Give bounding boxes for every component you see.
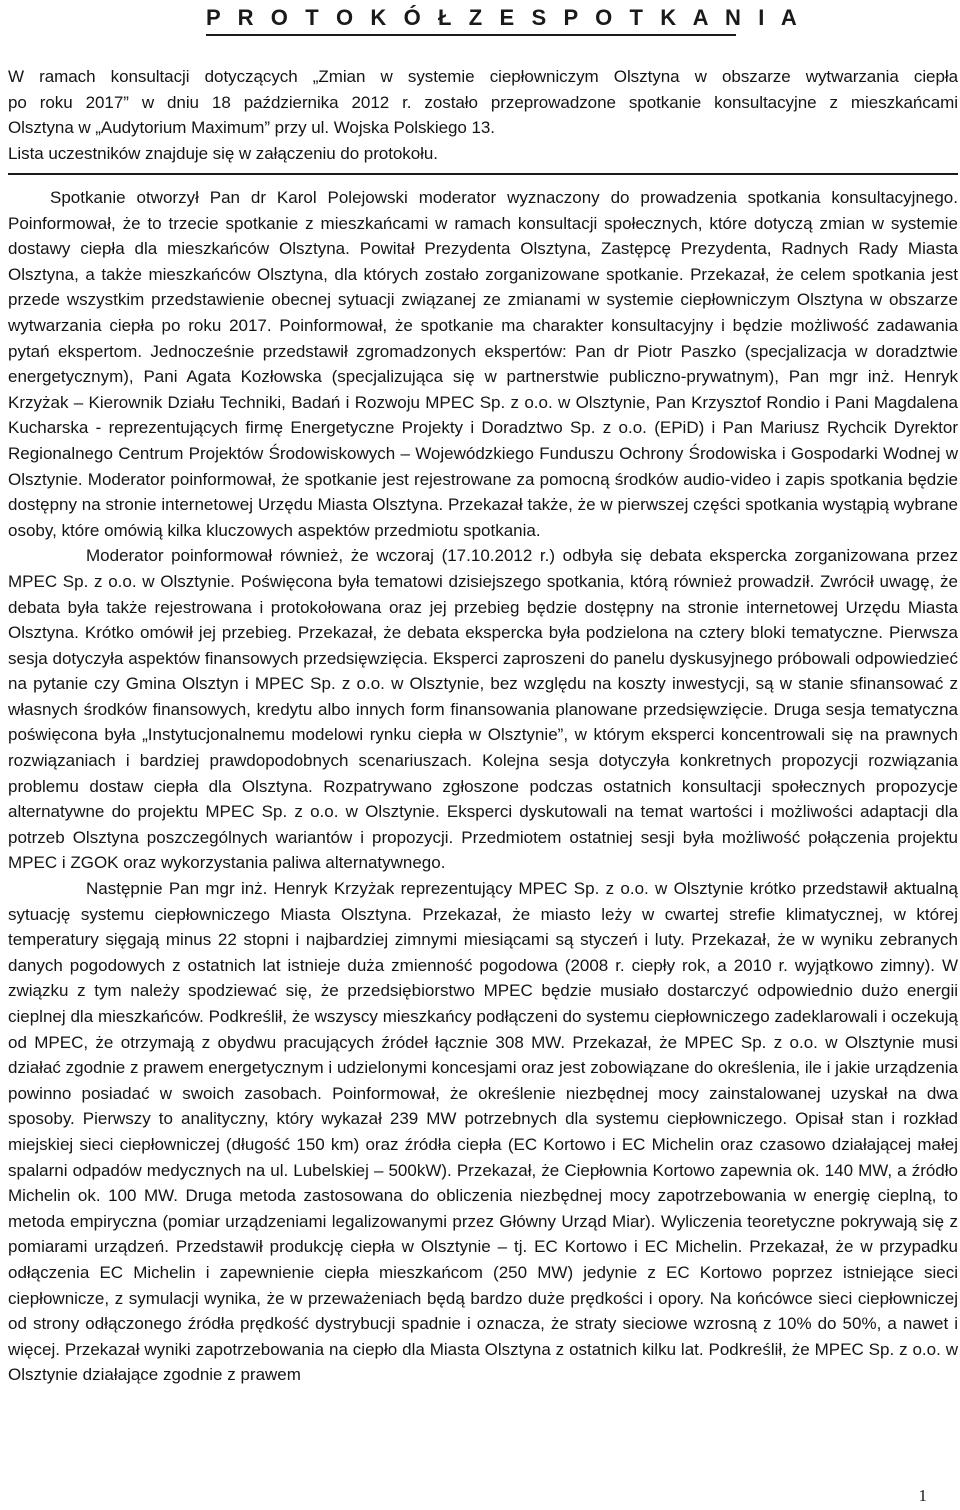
title-underline (206, 34, 736, 36)
intro-line: Olsztyna w „Audytorium Maximum” przy ul. Wojska Polskiego 13. (8, 118, 495, 137)
intro-line: W ramach konsultacji dotyczących „Zmian w systemie ciepłowniczym Olsztyna w obszarze wytwarzania ciepła (8, 67, 958, 86)
section-divider (8, 173, 958, 175)
page-number: 1 (918, 1486, 927, 1505)
document-page (8, 0, 958, 1388)
intro-line: po roku 2017” w dniu 18 października 2012 r. zostało przeprowadzone spotkanie konsultacyjne z mieszkańcami (8, 92, 958, 112)
body-paragraph: Moderator poinformował również, że wczoraj (17.10.2012 r.) odbyła się debata ekspercka zorganizowana przez MPEC Sp. z o.o. w Olsztynie. Poświęcona była tematowi dzisiejszego spotkania, którą również prowadził. Zwrócił uwagę, że debata była także rejestrowana i protokołowana oraz jej przebieg będzie dostępny na stronie internetowej Urzędu Miasta Olsztyna. Krótko omówił jej przebieg. Przekazał, że debata ekspercka była podzielona na cztery bloki tematyczne. Pierwsza sesja dotyczyła aspektów finansowych przedsięwzięcia. Eksperci zaproszeni do panelu dyskusyjnego próbowali odpowiedzieć na pytanie czy Gmina Olsztyn i MPEC Sp. z o.o. w Olsztynie, bez względu na koszty inwestycji, są w stanie sfinansować z własnych środków finansowych, kredytu albo innych form finansowania planowane przedsięwzięcie. Druga sesja tematyczna poświęcona była „Instytucjonalnemu modelowi rynku ciepła w Olsztynie”, w którym eksperci koncentrowali się na prawnych rozwiązaniach i bardziej prawdopodobnych scenariuszach. Kolejna sesja dotyczyła konkretnych propozycji rozwiązania problemu dostaw ciepła dla Olsztyna. Rozpatrywano zgłoszone podczas ostatnich konsultacji społecznych propozycje alternatywne do projektu MPEC Sp. z o.o. w Olsztynie. Eksperci dyskutowali na temat wartości i możliwości adaptacji dla potrzeb Olsztyna poszczególnych wariantów i propozycji. Przedmiotem ostatniej sesji była możliwość połączenia projektu MPEC i ZGOK oraz wykorzystania paliwa alternatywnego. (8, 546, 958, 873)
document-title: P R O T O K Ó Ł Z E S P O T K A N I A (206, 5, 803, 30)
body-paragraph: Spotkanie otworzył Pan dr Karol Polejowski moderator wyznaczony do prowadzenia spotkania konsultacyjnego. Poinformował, że to trzecie spotkanie z mieszkańcami w ramach konsultacji społecznych, które dotyczą zmian w systemie dostawy ciepła dla mieszkańców Olsztyna. Powitał Prezydenta Olsztyna, Zastępcę Prezydenta, Radnych Rady Miasta Olsztyna, a także mieszkańców Olsztyna, dla których zostało zorganizowane spotkanie. Przekazał, że celem spotkania jest przede wszystkim przedstawienie obecnej sytuacji związanej ze zmianami w systemie ciepłowniczym Olsztyna w obszarze wytwarzania ciepła po roku 2017. Poinformował, że spotkanie ma charakter konsultacyjny i będzie możliwość zadawania pytań ekspertom. Jednocześnie przedstawił zgromadzonych ekspertów: Pan dr Piotr Paszko (specjalizacja w doradztwie energetycznym), Pani Agata Kozłowska (specjalizująca się w partnerstwie publiczno-prywatnym), Pan mgr inż. Henryk Krzyżak – Kierownik Działu Techniki, Badań i Rozwoju MPEC Sp. z o.o. w Olsztynie, Pan Krzysztof Rondio i Pani Magdalena Kucharska - reprezentujących firmę Energetyczne Projekty i Doradztwo Sp. z o.o. (EPiD) i Pan Mariusz Rychcik Dyrektor Regionalnego Centrum Projektów Środowiskowych – Wojewódzkiego Funduszu Ochrony Środowiska i Gospodarki Wodnej w Olsztynie. Moderator poinformował, że spotkanie jest rejestrowane za pomocną środków audio-video i zapis spotkania będzie dostępny na stronie internetowej Urzędu Miasta Olsztyna. Przekazał także, że w pierwszej części spotkania wystąpią wybrane osoby, które omówią kilka kluczowych aspektów przedmiotu spotkania. (8, 188, 958, 540)
document-body (8, 185, 958, 1388)
intro-block (8, 64, 958, 166)
intro-line: Lista uczestników znajduje się w załączeniu do protokołu. (8, 143, 438, 163)
body-paragraph: Następnie Pan mgr inż. Henryk Krzyżak reprezentujący MPEC Sp. z o.o. w Olsztynie krótko przedstawił aktualną sytuację systemu ciepłowniczego Miasta Olsztyna. Przekazał, że miasto leży w cwartej strefie klimatycznej, w której temperatury sięgają minus 22 stopni i najbardziej zimnymi miesiącami są styczeń i luty. Przekazał, że w wyniku zebranych danych pogodowych z ostatnich lat istnieje duża zmienność pogodowa (2008 r. ciepły rok, a 2010 r. wyjątkowo zimny). W związku z tym należy spodziewać się, że przedsiębiorstwo MPEC będzie musiało dostarczyć odpowiednio dużo energii cieplnej dla mieszkańców. Podkreślił, że wszyscy mieszkańcy podłączeni do systemu ciepłowniczego zadeklarowali i oczekują od MPEC, że otrzymają z obydwu pracujących źródeł łącznie 308 MW. Przekazał, że MPEC Sp. z o.o. w Olsztynie musi działać zgodnie z prawem energetycznym i udzielonymi koncesjami oraz jest zobowiązane do określenia, ile i jakie urządzenia powinno posiadać w swoich zasobach. Poinformował, że określenie niezbędnej mocy zainstalowanej uzyskał na dwa sposoby. Pierwszy to analityczny, który wykazał 239 MW potrzebnych dla systemu ciepłowniczego. Opisał stan i rozkład miejskiej sieci ciepłowniczej (długość 150 km) oraz źródła ciepła (EC Kortowo i EC Michelin oraz czasowo działającej małej spalarni odpadów medycznych na ul. Lubelskiej – 500kW). Przekazał, że Ciepłownia Kortowo zapewnia ok. 140 MW, a źródło Michelin ok. 100 MW. Druga metoda zastosowana do obliczenia niezbędnej mocy zapotrzebowania w energię cieplną, to metoda empiryczna (pomiar urządzeniami legalizowanymi przez Główny Urząd Miar). Wyliczenia teoretyczne pokrywają się z pomiarami urządzeń. Przedstawił produkcję ciepła w Olsztynie – tj. EC Kortowo i EC Michelin. Przekazał, że w przypadku odłączenia EC Michelin i zapewnienie ciepła mieszkańcom (250 MW) jedynie z EC Kortowo poprzez istniejące sieci ciepłownicze, z symulacji wynika, że w przeważeniach będą bardzo duże prędkości i opory. Na końcówce sieci ciepłowniczej od strony odłączonego źródła prędkość dystrybucji spadnie i oznacza, że straty sieciowe wzrosną z 10% do 50%, a nawet i więcej. Przekazał wyniki zapotrzebowania na ciepło dla Miasta Olsztyna z ostatnich kilku lat. Podkreślił, że MPEC Sp. z o.o. w Olsztynie działające zgodnie z prawem (8, 879, 958, 1385)
